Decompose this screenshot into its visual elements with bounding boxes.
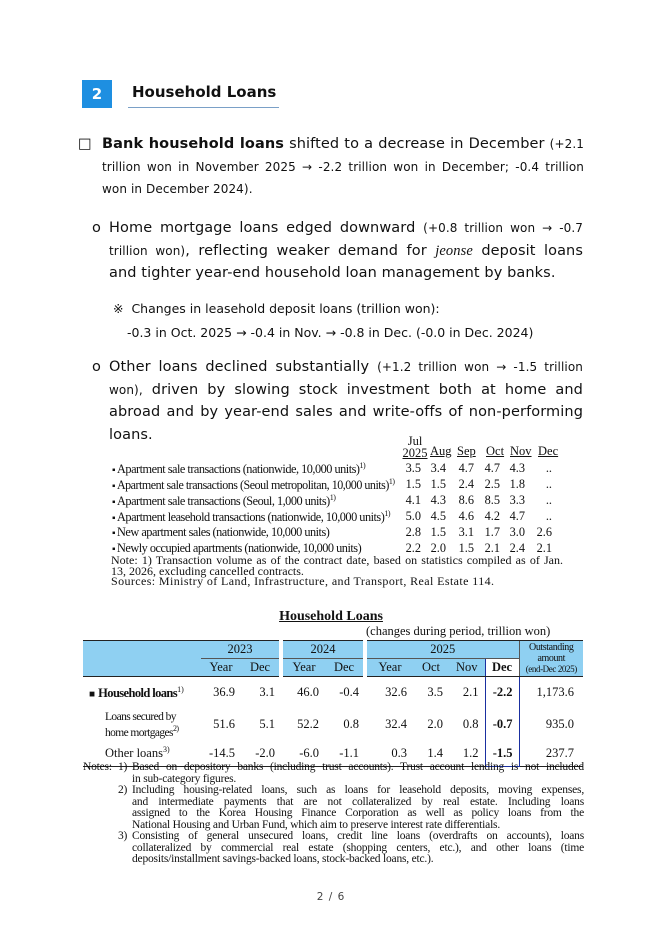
- stats-row-label: ▪ Newly occupied apartments (nationwide, 10,000 units): [112, 541, 362, 555]
- stats-cell: 4.7: [509, 509, 525, 523]
- stats-cell: 4.2: [484, 509, 500, 523]
- sub-year: Year: [281, 659, 325, 677]
- point-mortgage: [92, 217, 583, 285]
- stats-cell: 1.8: [509, 477, 525, 491]
- stats-cell: 1.7: [484, 525, 500, 539]
- stats-cell: ..: [545, 477, 552, 491]
- note-marker: ※: [113, 301, 124, 316]
- cell: 0.8: [343, 717, 359, 731]
- note-item: 2) Including housing-related loans, such as loans for leasehold deposits, moving expenses, and intermediate payments that are not collateralized by real estate. Including loans assigned to the Korea Housing Finance Corporation as well as policy loans from the National Housing and Urban Fund, which aim to preserve interest rate differentials.: [118, 784, 584, 831]
- stats-cell: 2.1: [536, 541, 552, 555]
- cell: 52.2: [297, 717, 319, 731]
- note-item: 3) Consisting of general unsecured loans, credit line loans (overdrafts on accounts), loans collateralized by commercial real estate (shopping centers, etc.), and other loans (time deposits/installment savings-backed loans, stock-backed loans, etc.).: [118, 830, 584, 865]
- loans-notes: [118, 762, 584, 866]
- stats-row: [112, 493, 572, 509]
- section-title-underline: [128, 107, 279, 108]
- year-2025: 2025: [365, 641, 519, 659]
- stats-row-label: ▪ Apartment sale transactions (Seoul, 1,000 units)$^{1)}$: [112, 493, 336, 509]
- sub-dec: Dec: [241, 659, 281, 677]
- cell: 1.4: [413, 741, 449, 767]
- point1-paren: (+0.8 trillion won → -0.7 trillion won): [109, 221, 584, 258]
- loans-table-unit: (changes during period, trillion won): [366, 624, 551, 638]
- cell: 32.4: [385, 717, 407, 731]
- stats-cell: ..: [545, 493, 552, 507]
- stats-row-label: ▪ Apartment sale transactions (nationwide, 10,000 units)$^{1)}$: [112, 461, 366, 477]
- year-2024: 2024: [281, 641, 365, 659]
- stats-cell: 3.4: [430, 461, 446, 475]
- cell: 36.9: [213, 685, 235, 700]
- point-marker: o: [92, 359, 101, 375]
- cell: 3.5: [427, 685, 443, 700]
- section-title: Household Loans: [132, 83, 277, 101]
- cell-dec-highlight: -2.2: [485, 677, 519, 709]
- stats-cell: 1.5: [430, 477, 446, 491]
- table-row: [83, 709, 583, 741]
- main-bold: Bank household loans: [102, 136, 285, 152]
- stats-cell: 4.5: [430, 509, 446, 523]
- cell: 2.0: [427, 717, 443, 731]
- outstanding-header: Outstanding amount (end-Dec 2025): [519, 641, 583, 677]
- sub-oct: Oct: [413, 659, 449, 677]
- sub-year: Year: [201, 659, 241, 677]
- row-label: Loans secured by home mortgages$^{2)}$: [105, 710, 179, 739]
- stats-cell: 4.3: [430, 493, 446, 507]
- stats-sources: Sources: Ministry of Land, Infrastructure, and Transport, Real Estate 114.: [111, 574, 495, 588]
- stats-cell: 8.5: [484, 493, 500, 507]
- cell: 51.6: [213, 717, 235, 731]
- stats-row: [112, 509, 572, 525]
- header-dec: Dec: [538, 444, 559, 458]
- page-number: 2 / 6: [316, 891, 346, 903]
- cell: 1.2: [449, 741, 485, 767]
- point1-rest-b: deposit loans and tighter year-end household loan management by banks.: [109, 242, 583, 281]
- point-marker: o: [92, 220, 101, 236]
- stats-cell: 1.5: [405, 477, 421, 491]
- stats-cell: 4.7: [458, 461, 474, 475]
- sub-dec-highlight: Dec: [485, 659, 519, 677]
- stats-row-label: ▪ New apartment sales (nationwide, 10,000 units): [112, 525, 330, 539]
- stats-cell: 2.0: [430, 541, 446, 555]
- cell-dec-highlight: -1.5: [485, 741, 519, 767]
- stats-cell: 4.6: [458, 509, 474, 523]
- stats-cell: 2.2: [405, 541, 421, 555]
- stats-cell: 3.1: [458, 525, 474, 539]
- stats-cell: 8.6: [458, 493, 474, 507]
- stats-cell: 2.4: [509, 541, 525, 555]
- point2-paren: (+1.2 trillion won → -1.5 trillion won),: [109, 360, 583, 397]
- cell-outstanding: 935.0: [545, 717, 574, 731]
- leasehold-note-line2: -0.3 in Oct. 2025 → -0.4 in Nov. → -0.8 in Dec. (-0.0 in Dec. 2024): [127, 325, 534, 340]
- point1-rest-a: , reflecting weaker demand for: [185, 242, 427, 259]
- stats-row-label: ▪ Apartment sale transactions (Seoul metropolitan, 10,000 units)$^{1)}$: [112, 477, 395, 493]
- stats-row: [112, 461, 572, 477]
- leasehold-note-line1: Changes in leasehold deposit loans (trillion won):: [131, 301, 440, 316]
- main-detail: (+2.1 trillion won in November 2025 → -2.2 trillion won in December; -0.4 trillion won in December 2024).: [102, 137, 584, 196]
- stats-header-jul: [402, 435, 428, 459]
- point2-lead: Other loans declined substantially: [109, 359, 370, 375]
- point2-rest: driven by slowing stock investment both at home and abroad and by year-end sales and write-offs of non-performing loans.: [109, 381, 583, 443]
- header-oct: Oct: [486, 444, 505, 458]
- stats-row: [112, 525, 572, 541]
- cell: 0.8: [462, 717, 479, 731]
- main-paragraph: [78, 133, 584, 201]
- header-jul-year: 2025: [402, 446, 428, 460]
- note-item: 1) Based on depository banks (including trust accounts). Trust account lending is not included in sub-category figures.: [118, 761, 584, 785]
- cell: 46.0: [297, 685, 319, 700]
- stats-row: [112, 477, 572, 493]
- row-label: ■ Household loans$^{1)}$: [89, 684, 184, 700]
- cell: 0.3: [365, 741, 413, 767]
- header-nov: Nov: [510, 444, 532, 458]
- point1-italic: jeonse: [435, 242, 473, 259]
- stats-cell: 2.5: [484, 477, 500, 491]
- cell: 3.1: [259, 685, 275, 700]
- cell: 2.1: [462, 685, 479, 700]
- cell: -1.1: [325, 741, 365, 767]
- stats-cell: 2.1: [484, 541, 500, 555]
- stats-cell: 5.0: [405, 509, 421, 523]
- point-other-loans: [92, 356, 583, 446]
- main-text: shifted to a decrease in December: [289, 136, 545, 152]
- point1-lead: Home mortgage loans edged downward: [109, 220, 416, 236]
- corner-cell: [83, 641, 201, 677]
- stats-cell: 4.7: [484, 461, 500, 475]
- cell: -14.5: [201, 741, 241, 767]
- stats-cell: 3.0: [509, 525, 525, 539]
- sub-year: Year: [365, 659, 413, 677]
- stats-cell: 4.1: [405, 493, 421, 507]
- sub-dec: Dec: [325, 659, 365, 677]
- stats-cell: ..: [545, 461, 552, 475]
- cell-outstanding: 1,173.6: [536, 685, 574, 700]
- household-loans-table: [83, 640, 583, 767]
- header-aug: Aug: [430, 444, 452, 458]
- cell: 5.1: [259, 717, 275, 731]
- stats-cell: 1.5: [430, 525, 446, 539]
- stats-note: Note: 1) Transaction volume as of the contract date, based on statistics compiled as of Jan. 13, 2026, excluding cancelled contracts.: [111, 553, 563, 578]
- stats-cell: ..: [545, 509, 552, 523]
- leasehold-note: [113, 297, 583, 345]
- cell: -6.0: [281, 741, 325, 767]
- stats-cell: 3.5: [405, 461, 421, 475]
- stats-cell: 2.8: [405, 525, 421, 539]
- header-sep: Sep: [457, 444, 476, 458]
- checkbox-bullet: □: [78, 136, 92, 152]
- stats-cell: 1.5: [458, 541, 474, 555]
- stats-cell: 2.4: [458, 477, 474, 491]
- loans-notes-label: Notes:: [83, 761, 112, 773]
- stats-row-label: ▪ Apartment leasehold transactions (nationwide, 10,000 units)$^{1)}$: [112, 509, 390, 525]
- cell-outstanding: 237.7: [519, 741, 583, 767]
- header-jul: Jul: [407, 434, 423, 448]
- cell-dec-highlight: -0.7: [485, 709, 519, 741]
- table-row: [83, 677, 583, 709]
- year-2023: 2023: [201, 641, 281, 659]
- sub-nov: Nov: [449, 659, 485, 677]
- stats-cell: 2.6: [536, 525, 552, 539]
- section-number: 2: [82, 80, 112, 108]
- loans-table-title: Household Loans: [279, 609, 383, 624]
- cell: 32.6: [385, 685, 407, 700]
- cell: -0.4: [339, 685, 359, 700]
- row-label: Other loans$^{3)}$: [83, 741, 201, 767]
- stats-cell: 4.3: [509, 461, 525, 475]
- cell: -2.0: [241, 741, 281, 767]
- stats-cell: 3.3: [509, 493, 525, 507]
